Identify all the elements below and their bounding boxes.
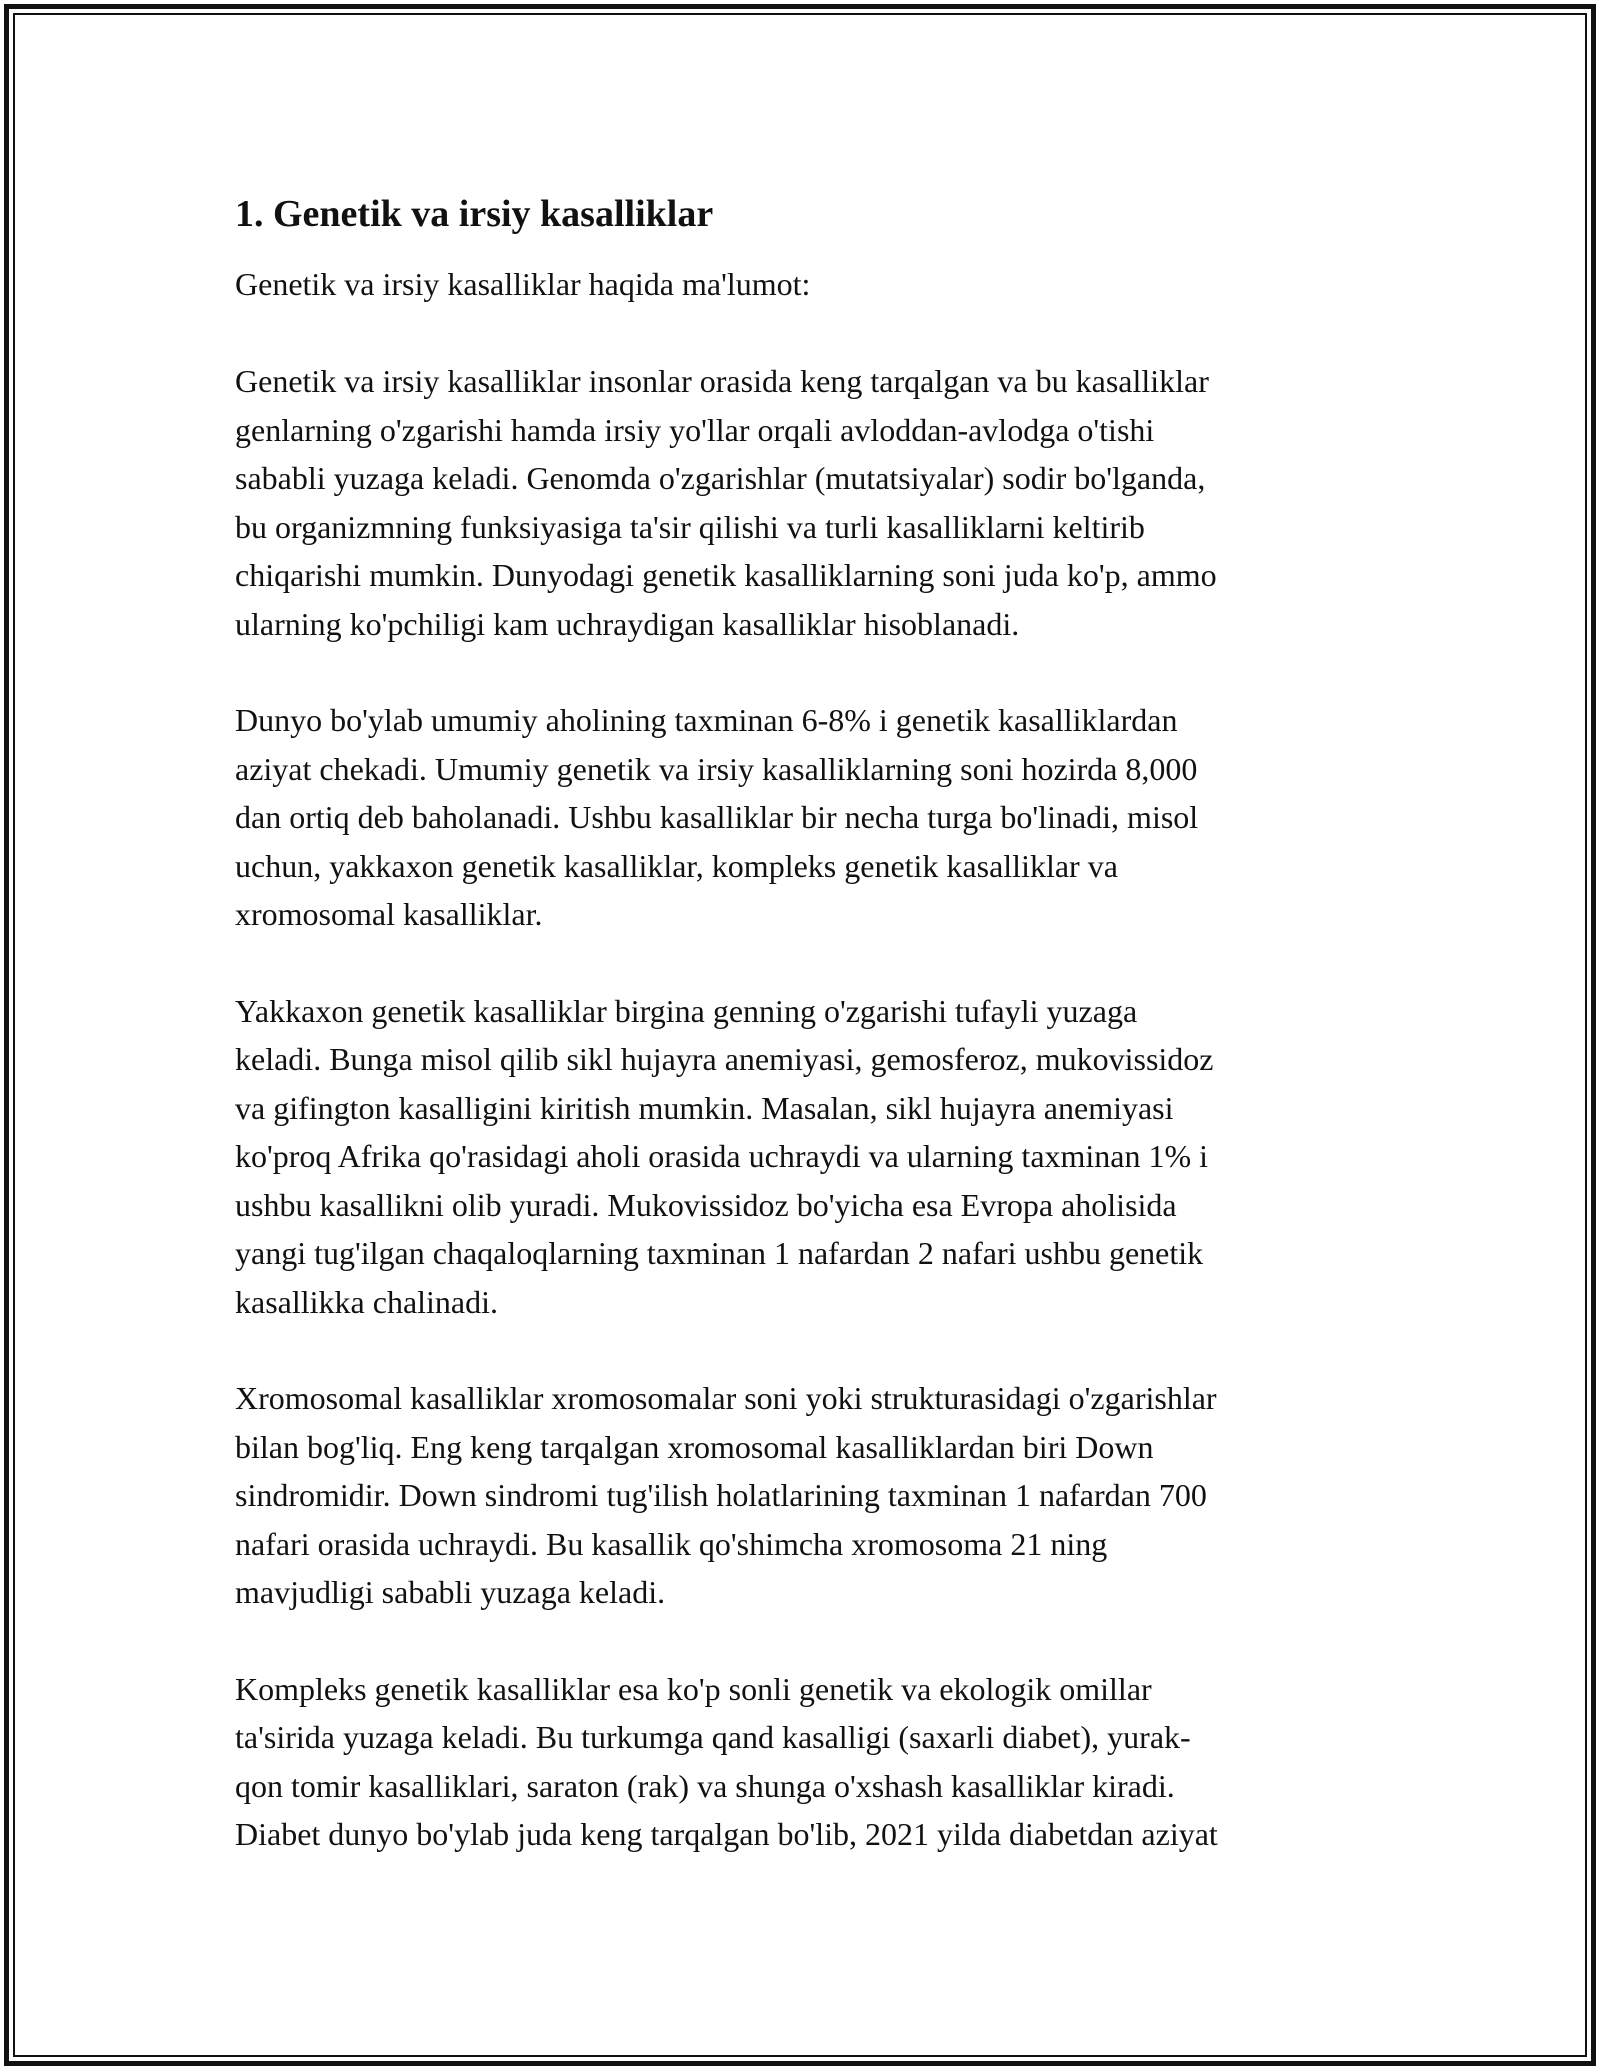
text-line: qon tomir kasalliklari, saraton (rak) va shunga o'xshash kasalliklar kiradi. [235,1767,1175,1804]
text-line: ushbu kasallikni olib yuradi. Mukovissidoz bo'yicha esa Evropa aholisida [235,1186,1177,1223]
text-line: bilan bog'liq. Eng keng tarqalgan xromosomal kasalliklardan biri Down [235,1428,1154,1465]
text-line: sindromidir. Down sindromi tug'ilish holatlarining taxminan 1 nafardan 700 [235,1477,1207,1513]
text-line: xromosomal kasalliklar. [235,896,543,932]
text-line: aziyat chekadi. Umumiy genetik va irsiy kasalliklarning soni hozirda 8,000 [235,750,1198,787]
text-line: va gifington kasalligini kiritish mumkin. Masalan, sikl hujayra anemiyasi [235,1089,1174,1126]
paragraph-chromosomal [235,1374,1365,1617]
text-line: genlarning o'zgarishi hamda irsiy yo'llar orqali avloddan-avlodga o'tishi [235,411,1155,448]
text-line: mavjudligi sababli yuzaga keladi. [235,1574,666,1610]
text-line: Dunyo bo'ylab umumiy aholining taxminan 6-8% i genetik kasalliklardan [235,702,1178,738]
text-line: uchun, yakkaxon genetik kasalliklar, kompleks genetik kasalliklar va [235,847,1118,884]
text-line: Diabet dunyo bo'ylab juda keng tarqalgan bo'lib, 2021 yilda diabetdan aziyat [235,1816,1218,1852]
text-line: keladi. Bunga misol qilib sikl hujayra anemiyasi, gemosferoz, mukovissidoz [235,1041,1214,1077]
text-line: nafari orasida uchraydi. Bu kasallik qo'shimcha xromosoma 21 ning [235,1525,1108,1562]
text-line: ularning ko'pchiligi kam uchraydigan kasalliklar hisoblanadi. [235,605,1020,642]
text-line: Genetik va irsiy kasalliklar insonlar orasida keng tarqalgan va bu kasalliklar [235,363,1209,399]
text-line: bu organizmning funksiyasiga ta'sir qilishi va turli kasalliklarni keltirib [235,508,1145,545]
paragraph-overview [235,357,1365,648]
text-line: Xromosomal kasalliklar xromosomalar soni yoki strukturasidagi o'zgarishlar [235,1380,1217,1416]
text-line: sababli yuzaga keladi. Genomda o'zgarishlar (mutatsiyalar) sodir bo'lganda, [235,460,1206,496]
text-line: ko'proq Afrika qo'rasidagi aholi orasida uchraydi va ularning taxminan 1% i [235,1138,1209,1174]
section-heading: 1. Genetik va irsiy kasalliklar [235,193,714,235]
document-body [235,186,1365,1907]
text-line: yangi tug'ilgan chaqaloqlarning taxminan 1 nafardan 2 nafari ushbu genetik [235,1235,1204,1271]
text-line: dan ortiq deb baholanadi. Ushbu kasalliklar bir necha turga bo'linadi, misol [235,799,1199,835]
text-line: kasallikka chalinadi. [235,1283,499,1320]
paragraph-monogenic [235,987,1365,1327]
text-line: ta'sirida yuzaga keladi. Bu turkumga qand kasalligi (saxarli diabet), yurak- [235,1719,1191,1755]
text-line: Kompleks genetik kasalliklar esa ko'p sonli genetik va ekologik omillar [235,1670,1152,1707]
paragraph-statistics [235,696,1365,939]
text-line: Yakkaxon genetik kasalliklar birgina genning o'zgarishi tufayli yuzaga [235,992,1138,1029]
text-line: chiqarishi mumkin. Dunyodagi genetik kasalliklarning soni juda ko'p, ammo [235,557,1217,593]
paragraph-complex [235,1665,1365,1859]
intro-line: Genetik va irsiy kasalliklar haqida ma'lumot: [235,266,811,302]
